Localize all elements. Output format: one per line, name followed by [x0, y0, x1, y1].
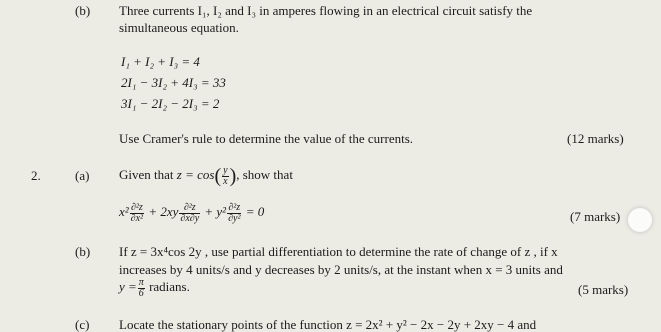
q1b-label: (b) — [75, 3, 91, 18]
q1b-instruction: Use Cramer's rule to determine the value of the currents. — [119, 131, 414, 146]
q1b-marks: (12 marks) — [567, 131, 624, 146]
q2b-label: (b) — [75, 244, 91, 259]
q2a-given: Given that z = cos( $\frac{y}{x}$ ), show that — [119, 164, 293, 188]
q2b-line2: increases by 4 units/s and y decreases by 2 units/s, at the instant when x = 3 units and — [119, 262, 563, 277]
q2c-label: (c) — [75, 317, 90, 332]
q2b-line1: If z = 3x⁴cos 2y , use partial differentiation to determine the rate of change of z , if x — [119, 244, 558, 259]
pde-equation: x² $\frac{\text{∂²z}}{\text{∂x²}}$ + 2xy $\frac{\text{∂²z}}{\partial x\partial y}$ + y² $\frac{\text{∂²z}}{\text{∂y²}}$ = 0 — [119, 201, 265, 224]
equation-2: 2I₁ − 3I₂ + 4I₃ = 33 — [121, 75, 226, 90]
equation-1: I₁ + I₂ + I₃ = 4 — [121, 54, 200, 69]
light-glare-spot — [628, 208, 652, 232]
q1b-text-line2: simultaneous equation. — [119, 20, 239, 35]
q2b-line3: y = $\frac{\pi}{6}$ radians. — [119, 276, 190, 299]
equation-3: 3I₁ − 2I₂ − 2I₃ = 2 — [121, 96, 220, 111]
q2b-marks: (5 marks) — [578, 282, 629, 297]
question-number: 2. — [31, 168, 41, 183]
q1b-text-line1: Three currents I₁, I₂ and I₃ in amperes flowing in an electrical circuit satisfy the — [119, 3, 533, 18]
q2c-text: Locate the stationary points of the function z = 2x² + y² − 2x − 2y + 2xy − 4 and — [119, 317, 537, 332]
q2a-marks: (7 marks) — [570, 209, 621, 224]
q2a-label: (a) — [75, 168, 90, 183]
